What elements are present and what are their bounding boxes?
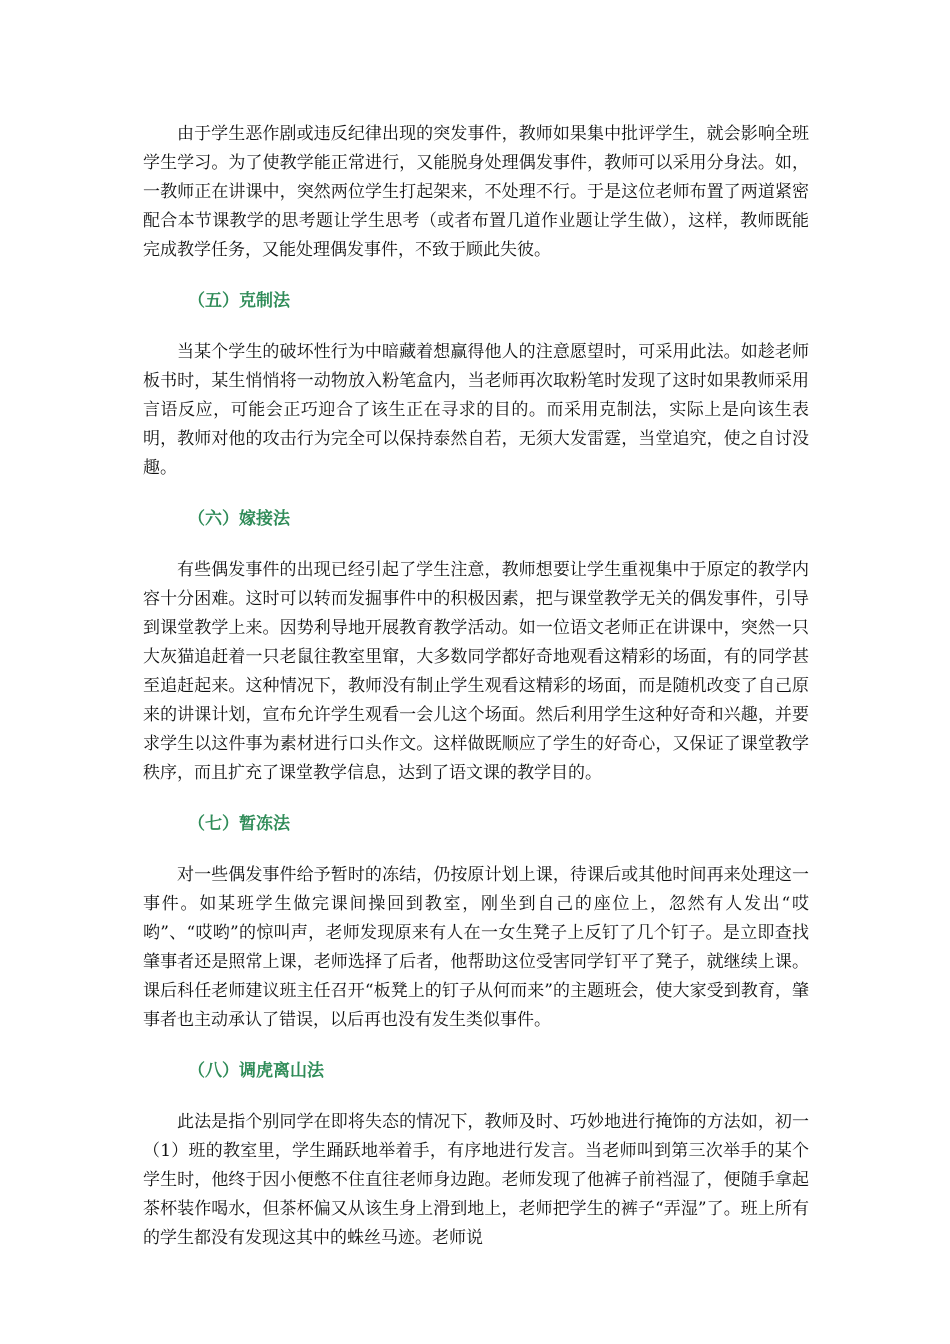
heading-section-8: （八）调虎离山法 bbox=[188, 1061, 324, 1081]
paragraph-section-8: 此法是指个别同学在即将失态的情况下，教师及时、巧妙地进行掩饰的方法如，初一（1）班的教室里，学生踊跃地举着手，有序地进行发言。当老师叫到第三次举手的某个学生时，他终于因小便憋不住直往老师身边跑。老师发现了他裤子前裆湿了，便随手拿起茶杯装作喝水，但茶杯偏又从该生身上滑到地上，老师把学生的裤子“弄湿”了。班上所有的学生都没有发现这其中的蛛丝马迹。老师说 bbox=[143, 1112, 809, 1248]
heading-section-6: （六）嫁接法 bbox=[188, 509, 290, 529]
paragraph-section-6: 有些偶发事件的出现已经引起了学生注意，教师想要让学生重视集中于原定的教学内容十分困难。这时可以转而发掘事件中的积极因素，把与课堂教学无关的偶发事件，引导到课堂教学上来。因势利导地开展教育教学活动。如一位语文老师正在讲课中，突然一只大灰猫追赶着一只老鼠往教室里窜，大多数同学都好奇地观看这精彩的场面，有的同学甚至追赶起来。这种情况下，教师没有制止学生观看这精彩的场面，而是随机改变了自己原来的讲课计划，宣布允许学生观看一会儿这个场面。然后利用学生这种好奇和兴趣，并要求学生以这件事为素材进行口头作文。这样做既顺应了学生的好奇心，又保证了课堂教学秩序，而且扩充了课堂教学信息，达到了语文课的教学目的。 bbox=[143, 560, 809, 783]
paragraph-intro: 由于学生恶作剧或违反纪律出现的突发事件，教师如果集中批评学生，就会影响全班学生学习。为了使教学能正常进行，又能脱身处理偶发事件，教师可以采用分身法。如，一教师正在讲课中，突然两位学生打起架来，不处理不行。于是这位老师布置了两道紧密配合本节课教学的思考题让学生思考（或者布置几道作业题让学生做），这样，教师既能完成教学任务，又能处理偶发事件，不致于顾此失彼。 bbox=[143, 124, 809, 260]
paragraph-section-5: 当某个学生的破坏性行为中暗藏着想赢得他人的注意愿望时，可采用此法。如趁老师板书时，某生悄悄将一动物放入粉笔盒内，当老师再次取粉笔时发现了这时如果教师采用言语反应，可能会正巧迎合了该生正在寻求的目的。而采用克制法，实际上是向该生表明，教师对他的攻击行为完全可以保持泰然自若，无须大发雷霆，当堂追究，使之自讨没趣。 bbox=[143, 342, 809, 478]
heading-section-7: （七）暂冻法 bbox=[188, 814, 290, 834]
heading-section-5: （五）克制法 bbox=[188, 291, 290, 311]
paragraph-section-7: 对一些偶发事件给予暂时的冻结，仍按原计划上课，待课后或其他时间再来处理这一事件。如某班学生做完课间操回到教室，刚坐到自己的座位上，忽然有人发出“哎哟”、“哎哟”的惊叫声，老师发现原来有人在一女生凳子上反钉了几个钉子。是立即查找肇事者还是照常上课，老师选择了后者，他帮助这位受害同学钉平了凳子，就继续上课。课后科任老师建议班主任召开“板凳上的钉子从何而来”的主题班会，使大家受到教育，肇事者也主动承认了错误，以后再也没有发生类似事件。 bbox=[143, 865, 809, 1030]
document-page bbox=[143, 120, 809, 1253]
